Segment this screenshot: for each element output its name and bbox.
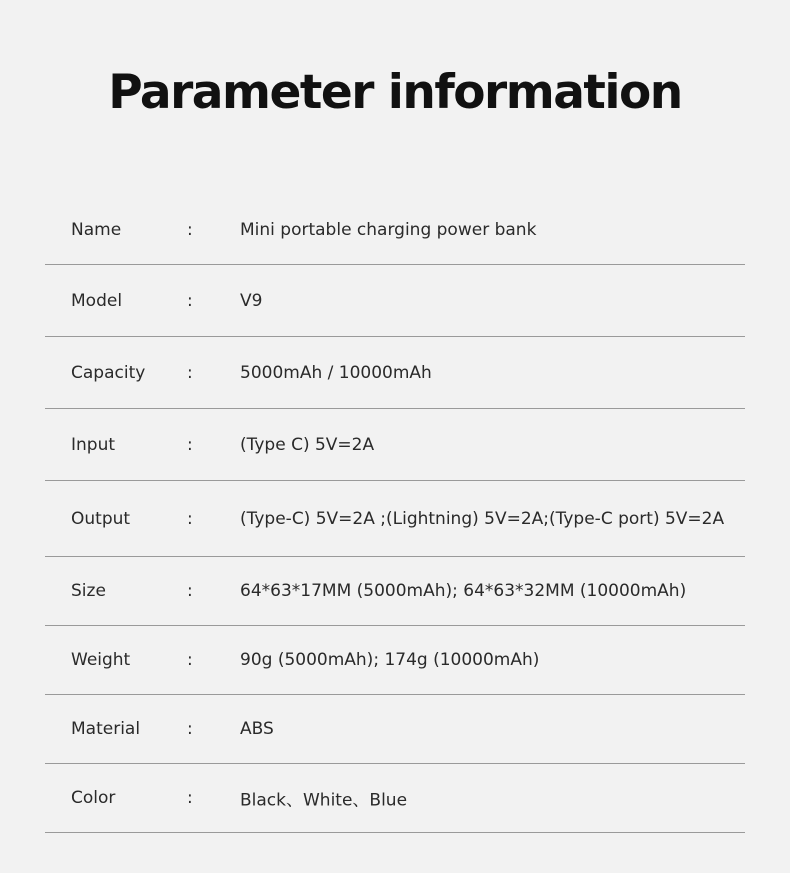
- page-title: Parameter information: [108, 65, 682, 120]
- spec-colon: :: [187, 719, 193, 739]
- spec-table: [45, 196, 745, 833]
- spec-label: Name: [71, 220, 122, 240]
- spec-value: Mini portable charging power bank: [240, 220, 537, 240]
- spec-value: (Type C) 5V=2A: [240, 434, 375, 455]
- spec-colon: :: [187, 650, 193, 670]
- spec-row-input: [45, 409, 745, 481]
- spec-row-color: [45, 764, 745, 833]
- spec-colon: :: [187, 220, 193, 240]
- spec-value: 5000mAh / 10000mAh: [240, 362, 432, 383]
- spec-row-name: [45, 196, 745, 265]
- spec-label: Weight: [71, 650, 131, 670]
- spec-value: Black、White、Blue: [240, 790, 408, 811]
- spec-label: Material: [71, 719, 141, 739]
- spec-row-capacity: [45, 337, 745, 409]
- spec-colon: :: [187, 788, 193, 808]
- spec-row-size: [45, 557, 745, 626]
- spec-label: Capacity: [71, 362, 146, 383]
- spec-colon: :: [187, 581, 193, 601]
- spec-colon: :: [187, 290, 193, 311]
- spec-colon: :: [187, 362, 193, 383]
- spec-colon: :: [187, 434, 193, 455]
- spec-value: (Type-C) 5V=2A ;(Lightning) 5V=2A;(Type-C port) 5V=2A: [240, 508, 725, 529]
- spec-label: Model: [71, 290, 123, 311]
- spec-value: 64*63*17MM (5000mAh); 64*63*32MM (10000mAh): [240, 581, 687, 601]
- spec-colon: :: [187, 508, 193, 529]
- spec-value: 90g (5000mAh); 174g (10000mAh): [240, 650, 540, 670]
- spec-row-output: [45, 481, 745, 557]
- spec-value: ABS: [240, 719, 274, 739]
- spec-label: Color: [71, 788, 116, 808]
- spec-label: Size: [71, 581, 106, 601]
- spec-row-material: [45, 695, 745, 764]
- spec-value: V9: [240, 290, 263, 311]
- spec-row-weight: [45, 626, 745, 695]
- spec-label: Output: [71, 508, 131, 529]
- spec-label: Input: [71, 434, 116, 455]
- spec-row-model: [45, 265, 745, 337]
